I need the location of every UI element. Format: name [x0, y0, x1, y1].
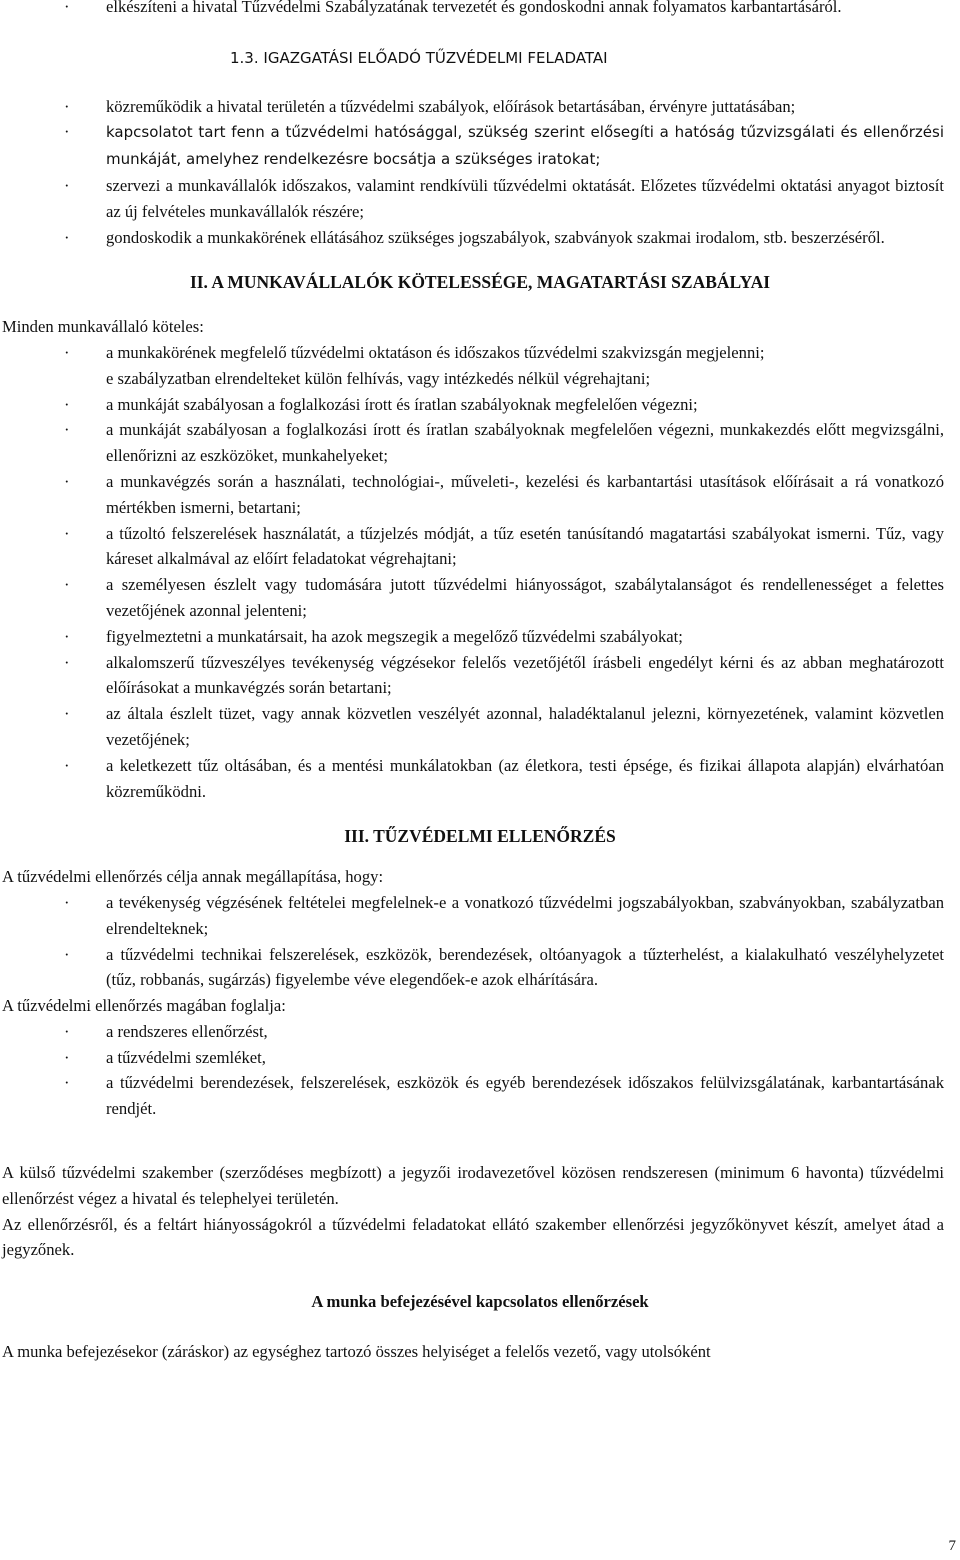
section-2-list [0, 340, 960, 804]
bullet-icon: · [64, 944, 70, 964]
bullet-icon: · [64, 0, 70, 16]
bullet-icon: · [64, 227, 70, 247]
bullet-icon: · [64, 1047, 70, 1067]
section-2-intro: Minden munkavállaló köteles: [2, 317, 204, 337]
list-item: · az általa észlelt tüzet, vagy annak közvetlen veszélyét azonnal, haladéktalanul jelezni, környezetének, valamint közvetlen vezetőjének; [0, 701, 960, 753]
list-item: · a munkavégzés során a használati, technológiai-, műveleti-, kezelési és karbantartási utasítások előírásait a rá vonatkozó mértékben ismerni, betartani; [0, 469, 960, 521]
section-heading-2: II. A MUNKAVÁLLALÓK KÖTELESSÉGE, MAGATARTÁSI SZABÁLYAI [189, 272, 771, 293]
section-3-intro-2: A tűzvédelmi ellenőrzés magában foglalja: [2, 996, 286, 1016]
bullet-icon: · [64, 1021, 70, 1041]
list-item: · figyelmeztetni a munkatársait, ha azok megszegik a megelőző tűzvédelmi szabályokat; [0, 624, 960, 650]
section-heading-4: A munka befejezésével kapcsolatos ellenőrzések [311, 1292, 649, 1312]
bullet-icon: · [64, 96, 70, 116]
list-item: · gondoskodik a munkakörének ellátásához szükséges jogszabályok, szabványok szakmai irodalom, stb. beszerzéséről. [0, 225, 960, 251]
list-item: · elkészíteni a hivatal Tűzvédelmi Szabályzatának tervezetét és gondoskodni annak folyamatos karbantartásáról. [0, 0, 960, 20]
paragraph: A külső tűzvédelmi szakember (szerződéses megbízott) a jegyzői irodavezetővel közösen rendszeresen (minimum 6 havonta) tűzvédelmi ellenőrzést végez a hivatal és telephelyei területén. [2, 1163, 944, 1208]
bullet-icon: · [64, 394, 70, 414]
bullet-icon: · [64, 1073, 70, 1093]
bullet-icon: · [64, 342, 70, 362]
bullet-icon: · [64, 471, 70, 491]
section-3-list-2 [0, 1019, 960, 1122]
list-item: · kapcsolatot tart fenn a tűzvédelmi hatósággal, szükség szerint elősegíti a hatóság tűzvizsgálati és ellenőrzési munkáját, amelyhez rendelkezésre bocsátja a szükséges iratokat; [0, 119, 960, 173]
bullet-icon: · [64, 420, 70, 440]
list-item: · alkalomszerű tűzveszélyes tevékenység végzésekor felelős vezetőjétől írásbeli engedélyt kérni és az abban meghatározott előírásokat a munkavégzés során betartani; [0, 650, 960, 702]
page-number: 7 [948, 1538, 956, 1554]
list-item: · a rendszeres ellenőrzést, [0, 1019, 960, 1045]
list-item: · a munkakörének megfelelő tűzvédelmi oktatáson és időszakos tűzvédelmi szakvizsgán megjelenni; [0, 340, 960, 366]
list-item: · a tevékenység végzésének feltételei megfelelnek-e a vonatkozó tűzvédelmi jogszabályokban, szabványokban, szabályzatban elrendelteknek; [0, 890, 960, 942]
section-1-3-list [0, 94, 960, 251]
list-item: · a tűzvédelmi technikai felszerelések, eszközök, berendezések, oltóanyagok a tűzterhelést, a kialakulható veszélyhelyzetet (tűz, robbanás, sugárzás) figyelembe véve elegendőek-e azok elhárítására. [0, 942, 960, 994]
paragraph: A munka befejezésekor (záráskor) az egységhez tartozó összes helyiséget a felelős vezető, vagy utolsóként [2, 1342, 711, 1362]
list-item-continuation: e szabályzatban elrendelteket külön felhívás, vagy intézkedés nélkül végrehajtani; [106, 368, 651, 388]
list-item: · szervezi a munkavállalók időszakos, valamint rendkívüli tűzvédelmi oktatását. Előzetes tűzvédelmi oktatási anyagot biztosít az új felvételes munkavállalók részére; [0, 173, 960, 225]
list-item: · a munkáját szabályosan a foglalkozási írott és íratlan szabályoknak megfelelően végezni; [0, 392, 960, 418]
bullet-icon: · [64, 755, 70, 775]
section-heading-1-3: 1.3. IGAZGATÁSI ELŐADÓ TŰZVÉDELMI FELADATAI [230, 48, 608, 67]
list-item: · a keletkezett tűz oltásában, és a mentési munkálatokban (az életkora, testi épsége, és fizikai állapota alapján) elvárhatóan közreműködni. [0, 753, 960, 805]
bullet-icon: · [64, 575, 70, 595]
bullet-icon: · [64, 122, 70, 142]
list-item: · közreműködik a hivatal területén a tűzvédelmi szabályok, előírások betartásában, érvényre juttatásában; [0, 94, 960, 120]
bullet-icon: · [64, 523, 70, 543]
bullet-icon: · [64, 704, 70, 724]
section-3-list-1 [0, 890, 960, 993]
bullet-icon: · [64, 892, 70, 912]
list-item: · a munkáját szabályosan a foglalkozási írott és íratlan szabályoknak megfelelően végezni, munkakezdés előtt megvizsgálni, ellenőrizni az eszközöket, munkahelyeket; [0, 417, 960, 469]
list-item: · a tűzvédelmi berendezések, felszerelések, eszközök és egyéb berendezések időszakos felülvizsgálatának, karbantartásának rendjét. [0, 1070, 960, 1122]
bullet-icon: · [64, 652, 70, 672]
paragraph: Az ellenőrzésről, és a feltárt hiányosságokról a tűzvédelmi feladatokat ellátó szakember ellenőrzési jegyzőkönyvet készít, amelyet átad a jegyzőnek. [2, 1214, 944, 1260]
section-heading-3: III. TŰZVÉDELMI ELLENŐRZÉS [344, 826, 616, 847]
list-item: · a tűzoltó felszerelések használatát, a tűzjelzés módját, a tűz esetén tanúsítandó magatartási szabályokat ismerni. Tűz, vagy káreset alkalmával az előírt feladatokat végrehajtani; [0, 521, 960, 573]
section-3-intro-1: A tűzvédelmi ellenőrzés célja annak megállapítása, hogy: [2, 867, 384, 887]
list-item: · a tűzvédelmi szemléket, [0, 1045, 960, 1071]
bullet-icon: · [64, 626, 70, 646]
list-item: · a személyesen észlelt vagy tudomására jutott tűzvédelmi hiányosságot, szabálytalanságot és rendellenességet a felettes vezetőjének azonnal jelenteni; [0, 572, 960, 624]
bullet-icon: · [64, 175, 70, 195]
